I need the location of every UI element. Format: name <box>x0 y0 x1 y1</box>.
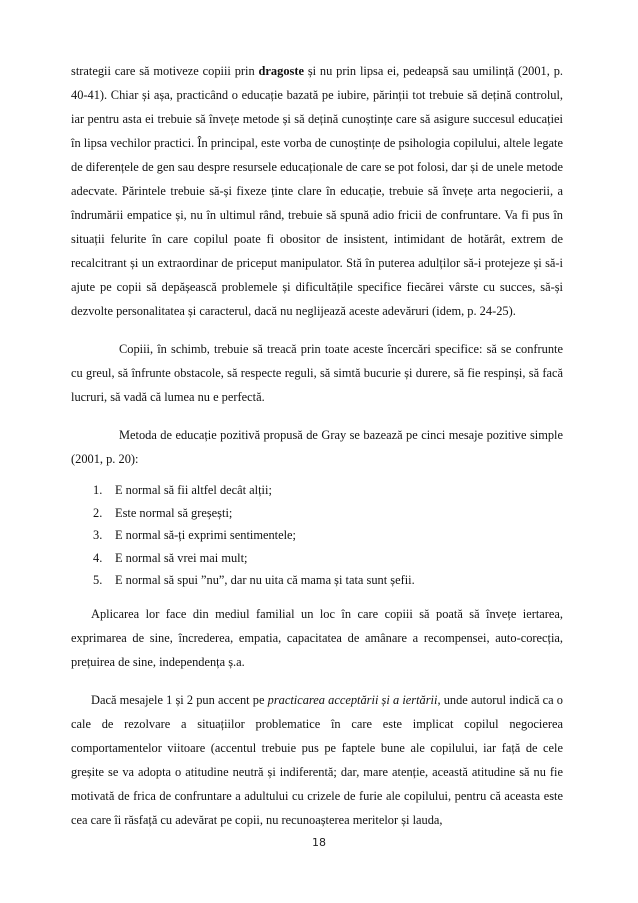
paragraph-1-text-b: și nu prin lipsa ei, pedeapsă sau umilință (2001, p. 40-41). Chiar și așa, practicând o educație bazată pe iubire, părinții tot trebuie să dețină controlul, iar pentru asta ei trebuie să învețe metode și să dețină cunoștințe care să asigure succesul educației în lipsa vechilor practici. În principal, este vorba de cunoștințe de psihologia copilului, altele legate de diferențele de gen sau despre resursele educaționale de care se pot folosi, dar și de unele metode adecvate. Părintele trebuie să-și fixeze ținte clare în educație, trebuie să învețe arta negocierii, a îndrumării empatice și, nu în ultimul rând, trebuie să spună adio fricii de confruntare. Va fi pus în situații felurite în care copilul poate fi obositor de insistent, intimidant de hotărât, extrem de recalcitrant și un extraordinar de priceput manipulator. Stă în puterea adulților să-i protejeze și să-i ajute pe copii să depășească problemele și dificultățile specifice fiecărei vârste cu succes, să-și dezvolte personalitatea și caracterul, dacă nu neglijează aceste adevăruri (idem, p. 24-25). <box>71 64 563 318</box>
list-item-text: E normal să fii altfel decât alții; <box>115 483 272 497</box>
list-item <box>71 524 563 547</box>
list-item-number: 4. <box>93 550 103 565</box>
positive-messages-list <box>71 479 563 592</box>
list-item-number: 1. <box>93 483 103 497</box>
list-item-text: E normal să spui ”nu”, dar nu uita că mama și tata sunt șefii. <box>115 573 415 587</box>
paragraph-5-text-a: Dacă mesajele 1 și 2 pun accent pe <box>91 692 268 707</box>
paragraph-1-text-a: strategii care să motiveze copiii prin <box>71 64 259 78</box>
paragraph-4: Aplicarea lor face din mediul familial un loc în care copiii să poată să învețe iertarea, exprimarea de sine, încrederea, empatia, capacitatea de amânare a recompensei, auto-corecția, prețuirea de sine, independența ș.a. <box>71 606 563 669</box>
paragraph-3: Metoda de educație pozitivă propusă de Gray se bazează pe cinci mesaje pozitive simple (2001, p. 20): <box>71 428 563 466</box>
list-item-text: E normal să vrei mai mult; <box>115 550 248 565</box>
page-number: 18 <box>312 836 326 849</box>
paragraph-5 <box>71 688 563 832</box>
list-item <box>71 547 563 570</box>
italic-term: practicarea acceptării și a iertării <box>267 692 438 707</box>
bold-term: dragoste <box>258 64 304 78</box>
page-body <box>71 59 563 832</box>
list-item-number: 5. <box>93 573 103 587</box>
list-item <box>71 569 563 592</box>
list-item <box>71 479 563 502</box>
paragraph-5-text-b: , unde autorul indică ca o cale de rezolvare a situațiilor problematice în care este implicat copilul negocierea comportamentelor viitoare (accentul trebuie pus pe faptele bune ale copilului, iar față de cele greșite se va adopta o atitudine neutră și indiferentă; dar, mare atenție, această atitudine să nu fie motivată de frica de confruntare a adultului cu crizele de furie ale copilului, pentru că aceasta este cea care îi răsfață cu adevărat pe copii, nu recunoașterea meritelor și lauda, <box>71 692 563 827</box>
list-item-text: Este normal să greșești; <box>115 505 233 520</box>
list-item-text: E normal să-ți exprimi sentimentele; <box>115 528 296 542</box>
list-item <box>71 502 563 525</box>
list-item-number: 3. <box>93 528 103 542</box>
paragraph-2: Copiii, în schimb, trebuie să treacă prin toate aceste încercări specifice: să se confrunte cu greul, să înfrunte obstacole, să respecte reguli, să simtă bucurie și durere, să fie respinși, să facă lucruri, să vadă că lumea nu e perfectă. <box>71 342 563 404</box>
paragraph-1 <box>71 59 563 323</box>
list-item-number: 2. <box>93 505 103 520</box>
